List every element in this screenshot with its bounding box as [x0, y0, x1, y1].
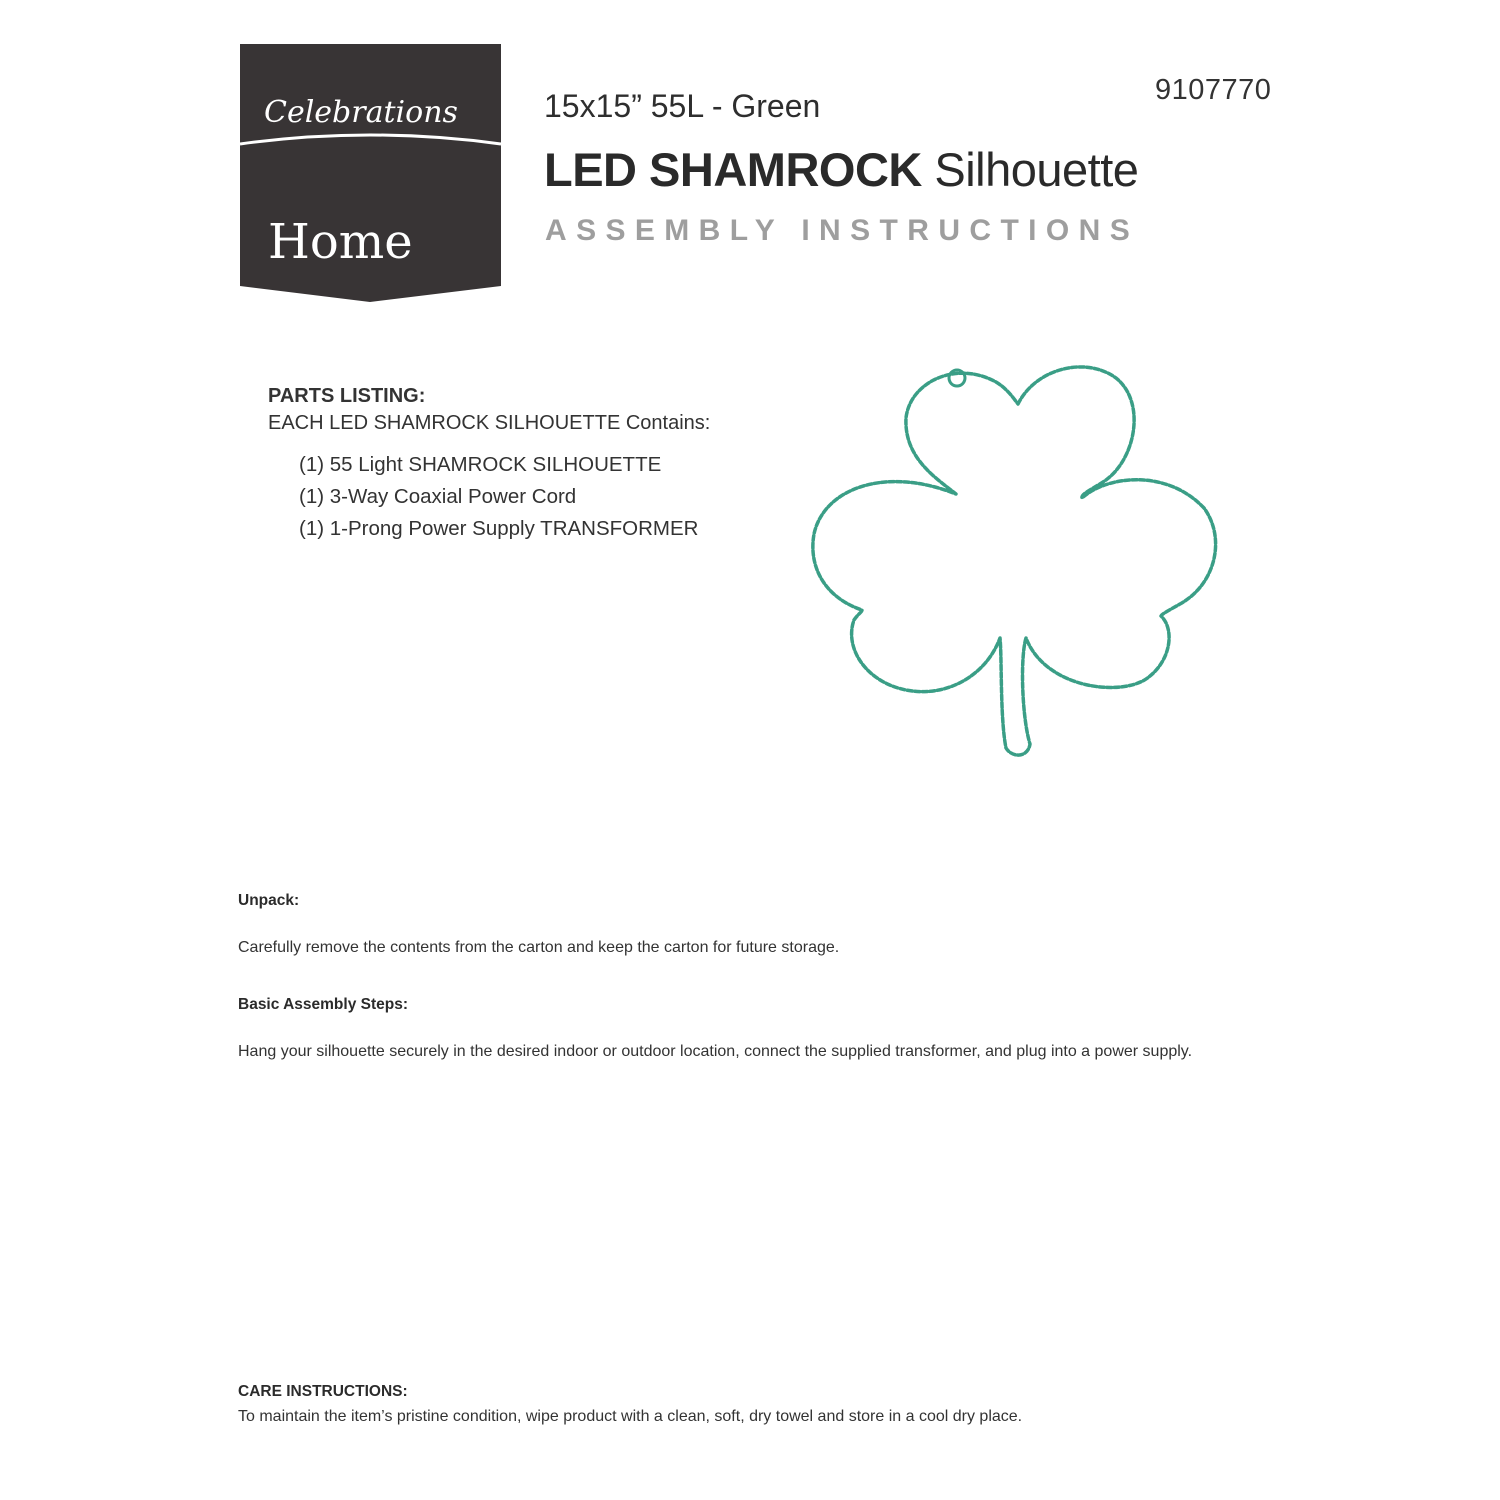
- care-label: CARE INSTRUCTIONS:: [238, 1383, 408, 1400]
- product-title: [544, 142, 1138, 197]
- product-size-line: 15x15” 55L - Green: [544, 88, 821, 124]
- care-text: To maintain the item’s pristine condition, wipe product with a clean, soft, dry towel and store in a cool dry place.: [238, 1408, 1023, 1425]
- brand-logo-graphic: [240, 44, 501, 302]
- parts-intro: EACH LED SHAMROCK SILHOUETTE Contains:: [268, 412, 711, 434]
- parts-listing: [268, 385, 710, 549]
- product-title-light: Silhouette: [934, 143, 1139, 196]
- logo-top-script: Celebrations: [264, 95, 458, 130]
- product-sku: 9107770: [1155, 74, 1272, 106]
- logo-bottom-script: Home: [268, 214, 413, 270]
- parts-heading: PARTS LISTING:: [268, 385, 426, 407]
- parts-item: (1) 55 Light SHAMROCK SILHOUETTE: [299, 453, 662, 476]
- document-subtitle: ASSEMBLY INSTRUCTIONS: [545, 214, 1140, 247]
- product-title-bold: LED SHAMROCK: [544, 143, 922, 196]
- unpack-text: Carefully remove the contents from the carton and keep the carton for future storage.: [238, 939, 840, 956]
- parts-item: (1) 1-Prong Power Supply TRANSFORMER: [299, 517, 699, 540]
- assembly-text: Hang your silhouette securely in the desired indoor or outdoor location, connect the supplied transformer, and plug into a power supply.: [238, 1043, 1193, 1060]
- shamrock-icon: [806, 358, 1218, 760]
- unpack-label: Unpack:: [238, 892, 300, 909]
- parts-item: (1) 3-Way Coaxial Power Cord: [299, 485, 577, 508]
- assembly-label: Basic Assembly Steps:: [238, 996, 409, 1013]
- shamrock-outline: [806, 358, 1218, 760]
- brand-logo: [240, 44, 501, 302]
